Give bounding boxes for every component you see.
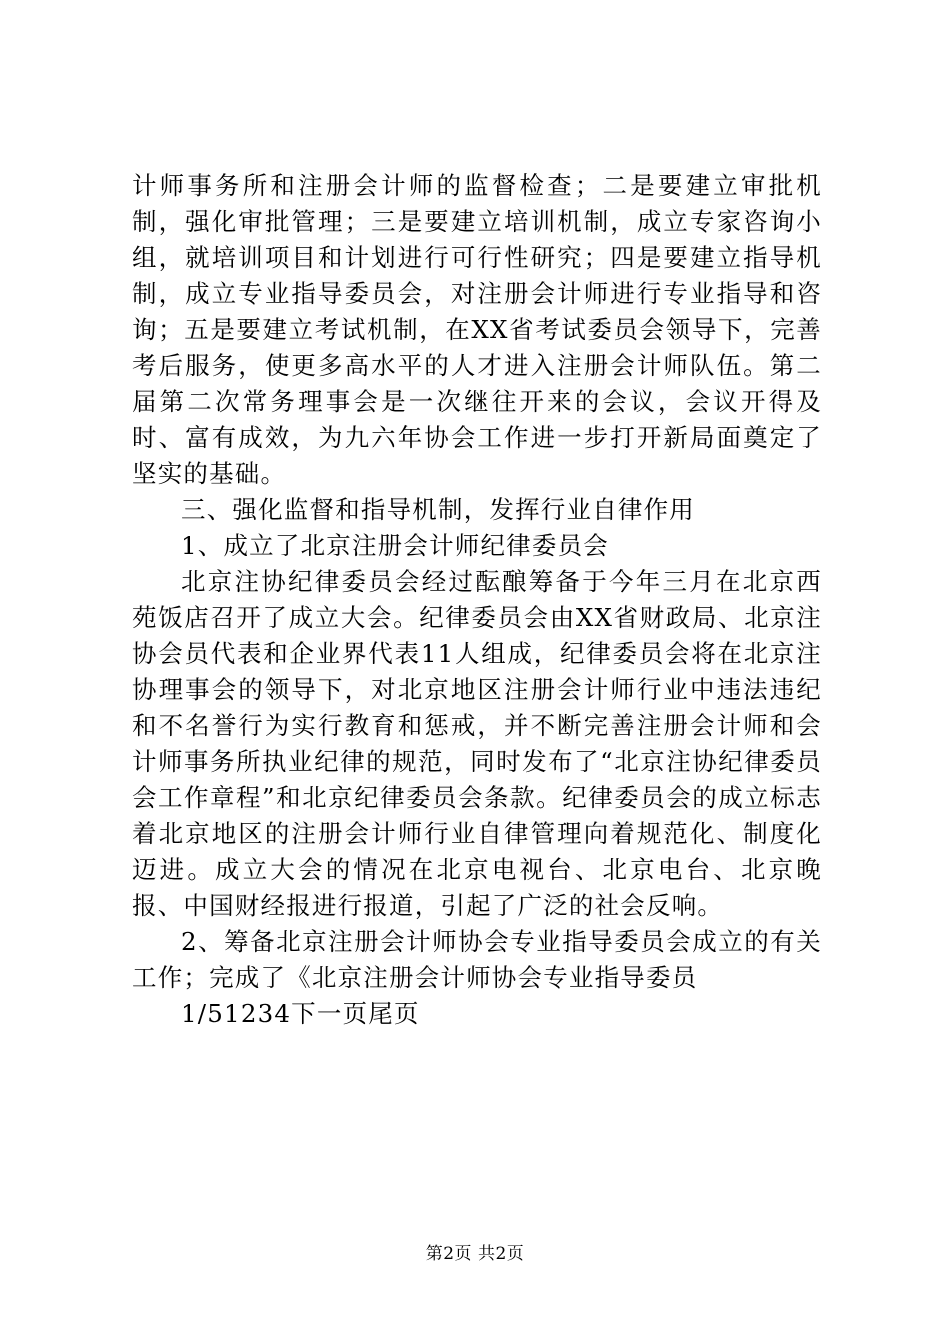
- pagination-links[interactable]: 1/51234下一页尾页: [181, 999, 420, 1028]
- document-body: [132, 168, 822, 1032]
- paragraph-discipline-committee: 北京注协纪律委员会经过酝酿筹备于今年三月在北京西苑饭店召开了成立大会。纪律委员会由XX省财政局、北京注协会员代表和企业界代表11人组成，纪律委员会将在北京注协理事会的领导下，对北京地区注册会计师行业中违法违纪和不名誉行为实行教育和惩戒，并不断完善注册会计师和会计师事务所执业纪律的规范，同时发布了“北京注协纪律委员会工作章程”和北京纪律委员会条款。纪律委员会的成立标志着北京地区的注册会计师行业自律管理向着规范化、制度化迈进。成立大会的情况在北京电视台、北京电台、北京晚报、中国财经报进行报道，引起了广泛的社会反响。: [132, 567, 822, 920]
- paragraph-professional-committee: 2、筹备北京注册会计师协会专业指导委员会成立的有关工作；完成了《北京注册会计师协会专业指导委员: [132, 927, 822, 992]
- subheading-discipline-committee: 1、成立了北京注册会计师纪律委员会: [181, 531, 609, 560]
- section-heading-three: 三、强化监督和指导机制，发挥行业自律作用: [181, 495, 695, 524]
- paragraph-supervision-mechanisms: 计师事务所和注册会计师的监督检查；二是要建立审批机制，强化审批管理；三是要建立培训机制，成立专家咨询小组，就培训项目和计划进行可行性研究；四是要建立指导机制，成立专业指导委员会，对注册会计师进行专业指导和咨询；五是要建立考试机制，在XX省考试委员会领导下，完善考后服务，使更多高水平的人才进入注册会计师队伍。第二届第二次常务理事会是一次继往开来的会议，会议开得及时、富有成效，为九六年协会工作进一步打开新局面奠定了坚实的基础。: [132, 171, 822, 488]
- page-number-footer: 第2页 共2页: [425, 1244, 525, 1264]
